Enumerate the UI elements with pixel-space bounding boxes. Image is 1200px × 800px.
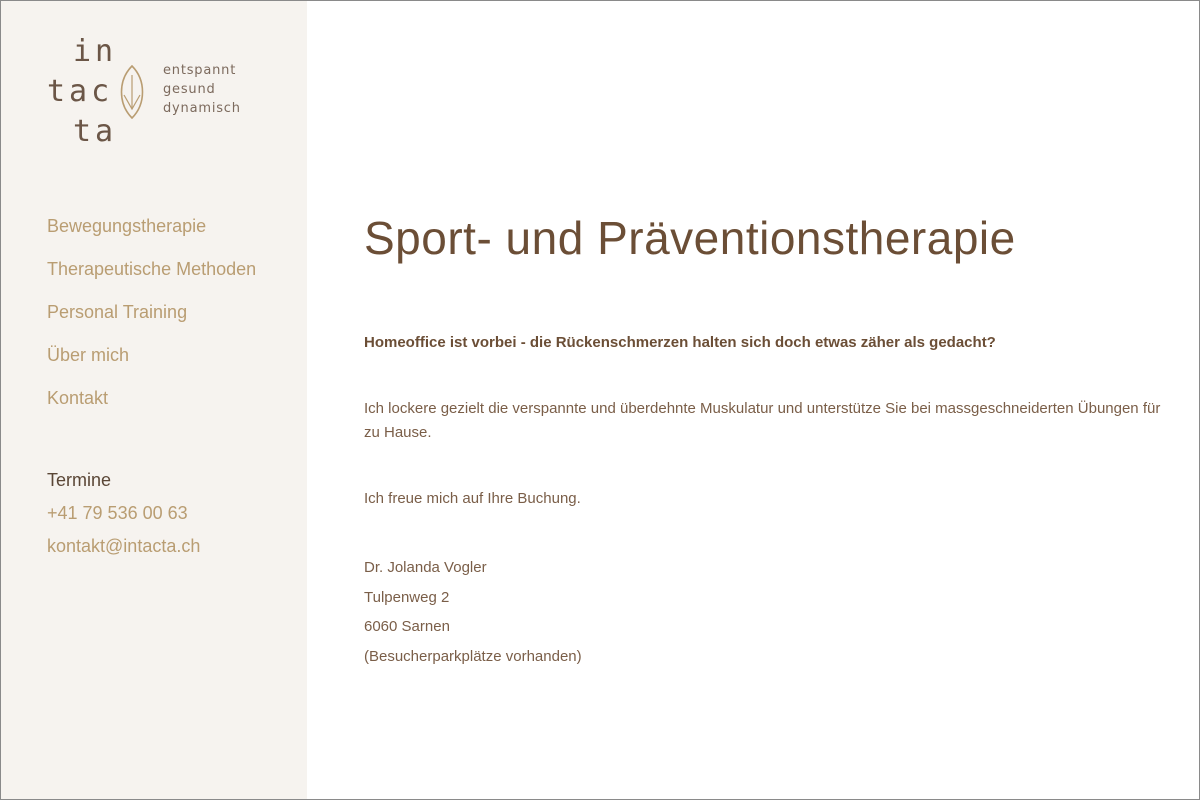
address-note: (Besucherparkplätze vorhanden)	[364, 647, 582, 665]
logo-tagline	[163, 61, 241, 118]
nav-item-bewegungstherapie[interactable]: Bewegungstherapie	[47, 216, 207, 236]
logo-word-line2: tac	[47, 74, 114, 109]
address-street: Tulpenweg 2	[364, 588, 450, 606]
tagline-line: entspannt	[163, 63, 237, 78]
nav-item-therapeutische-methoden[interactable]: Therapeutische Methoden	[47, 259, 257, 279]
body-paragraph: Ich lockere gezielt die verspannte und überdehnte Muskulatur und unterstütze Sie bei massgeschneiderten Übungen für zu Hause.	[364, 400, 1161, 441]
main-navigation	[47, 211, 256, 426]
contact-block	[47, 464, 200, 563]
nav-item-personal-training[interactable]: Personal Training	[47, 302, 188, 322]
address-name: Dr. Jolanda Vogler	[364, 559, 487, 576]
site-logo[interactable]	[47, 35, 247, 155]
leaf-outline-icon	[119, 65, 145, 119]
nav-item-kontakt[interactable]: Kontakt	[47, 388, 109, 408]
phone-link[interactable]: +41 79 536 00 63	[47, 503, 188, 523]
lead-paragraph: Homeoffice ist vorbei - die Rückenschmerzen halten sich doch etwas zäher als gedacht?	[364, 334, 996, 351]
main-content	[307, 1, 1199, 799]
nav-item-ueber-mich[interactable]: Über mich	[47, 345, 130, 365]
closing-paragraph: Ich freue mich auf Ihre Buchung.	[364, 490, 581, 507]
tagline-line: gesund	[163, 82, 216, 97]
page-title: Sport- und Präventionstherapie	[364, 212, 1016, 264]
content-body	[364, 331, 1164, 671]
logo-word-line1: in	[73, 34, 118, 69]
address-city: 6060 Sarnen	[364, 618, 450, 635]
logo-word-line3: ta	[73, 114, 118, 149]
sidebar	[1, 1, 307, 799]
tagline-line: dynamisch	[163, 101, 241, 116]
email-link[interactable]: kontakt@intacta.ch	[47, 536, 201, 556]
contact-title: Termine	[47, 470, 112, 490]
address-block	[364, 553, 1164, 671]
